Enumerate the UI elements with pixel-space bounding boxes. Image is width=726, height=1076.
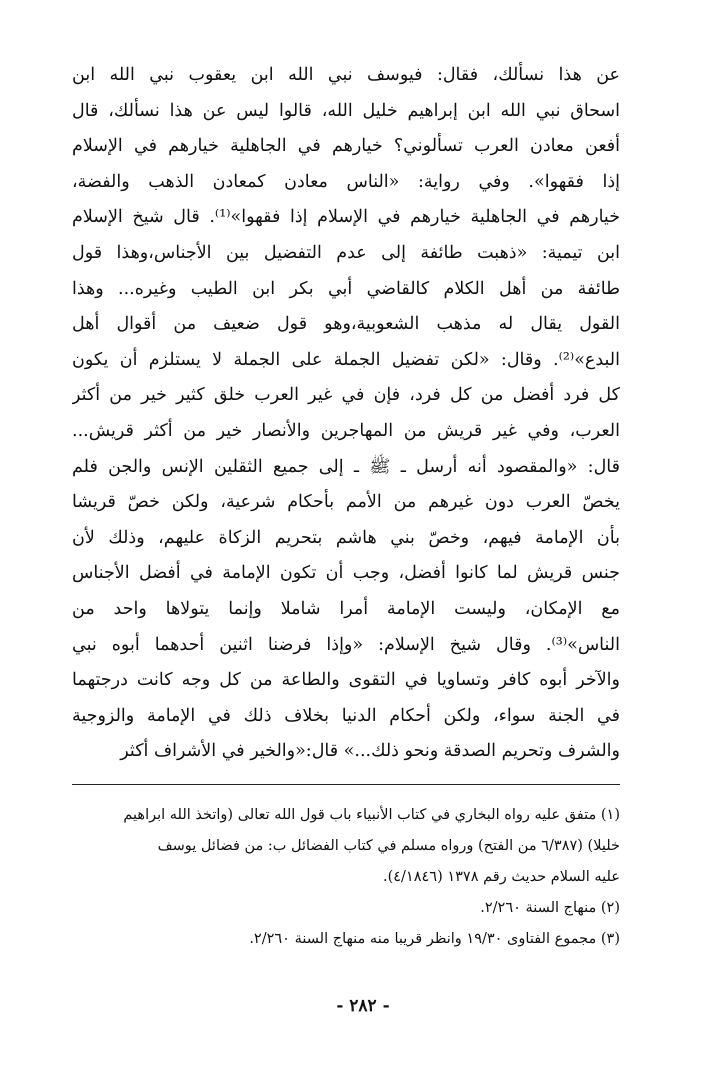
text-line: الناس»⁽³⁾. وقال شيخ الإسلام: «وإذا فرضنا اثنين أحدهما أبوه نبي (72, 634, 620, 655)
text-line: البدع»⁽²⁾. وقال: «لكن تفضيل الجملة على الجملة لا يستلزم أن يكون (72, 349, 620, 370)
text-line: جنس قريش لما كانوا أفضل، وجب أن تكون الإمامة في أفضل الأجناس (72, 563, 620, 584)
footnote-3: (٣) مجموع الفتاوى ١٩/٣٠ وانظر قريبا منه منهاج السنة ٢/٢٦٠. (249, 931, 620, 947)
text-line: العرب، وفي غير قريش من المهاجرين والأنصار خير من أكثر قريش... (72, 420, 620, 441)
footnote-1-continued: عليه السلام حديث رقم ١٣٧٨ (٤/١٨٤٦). (382, 869, 620, 885)
text-line: عن هذا نسألك، فقال: فيوسف نبي الله ابن يعقوب نبي الله ابن (72, 65, 620, 85)
text-line: والآخر أبوه كافر وتساويا في التقوى والطاعة من كل وجه كانت درجتهما (72, 670, 620, 691)
text-line: اسحاق نبي الله ابن إبراهيم خليل الله، قالوا ليس عن هذا نسألك، قال (72, 100, 620, 121)
main-text (72, 58, 620, 770)
text-line: مع الإمكان، وليست الإمامة أمرا شاملا وإنما يتولاها واحد من (72, 598, 620, 619)
text-line: ابن تيمية: «ذهبت طائفة إلى عدم التفضيل بين الأجناس،وهذا قول (72, 242, 620, 263)
text-line: كل فرد أفضل من كل فرد، فإن في غير العرب خلق كثير خير من أكثر (72, 385, 620, 406)
footnotes (72, 800, 620, 955)
text-line: قال: «والمقصود أنه أرسل ـ ﷺ ـ إلى جميع الثقلين الإنس والجن فلم (72, 456, 620, 477)
text-line: إذا فقهوا». وفي رواية: «الناس معادن كمعادن الذهب والفضة، (72, 171, 620, 192)
text-line: في الجنة سواء، ولكن أحكام الدنيا بخلاف ذلك في الإمامة والزوجية (72, 705, 620, 726)
text-line: والشرف وتحريم الصدقة ونحو ذلك...» قال:«والخير في الأشراف أكثر (120, 741, 620, 762)
text-line: طائفة من أهل الكلام كالقاضي أبي بكر ابن الطيب وغيره... وهذا (72, 278, 620, 299)
footnote-divider (72, 784, 620, 785)
page-number: - ٢٨٢ - (336, 996, 390, 1016)
footnote-1-continued: خليلا) (٦/٣٨٧ من الفتح) ورواه مسلم في كتاب الفضائل ب: من فضائل يوسف (157, 838, 620, 854)
footnote-2: (٢) منهاج السنة ٢/٢٦٠. (480, 900, 620, 916)
text-line: بأن الإمامة فيهم، وخصّ بني هاشم بتحريم الزكاة عليهم، وذلك لأن (72, 527, 620, 548)
text-line: خيارهم في الجاهلية خيارهم في الإسلام إذا فقهوا»⁽¹⁾. قال شيخ الإسلام (72, 207, 620, 228)
footnote-1: (١) متفق عليه رواه البخاري في كتاب الأنبياء باب قول الله تعالى (واتخذ الله ابراهيم (123, 807, 620, 823)
text-line: يخصّ العرب دون غيرهم من الأمم بأحكام شرعية، ولكن خصّ قريشا (72, 492, 620, 513)
text-line: القول يقال له مذهب الشعوبية،وهو قول ضعيف من أقوال أهل (72, 314, 620, 335)
text-line: أفعن معادن العرب تسألوني؟ خيارهم في الجاهلية خيارهم في الإسلام (72, 136, 620, 157)
